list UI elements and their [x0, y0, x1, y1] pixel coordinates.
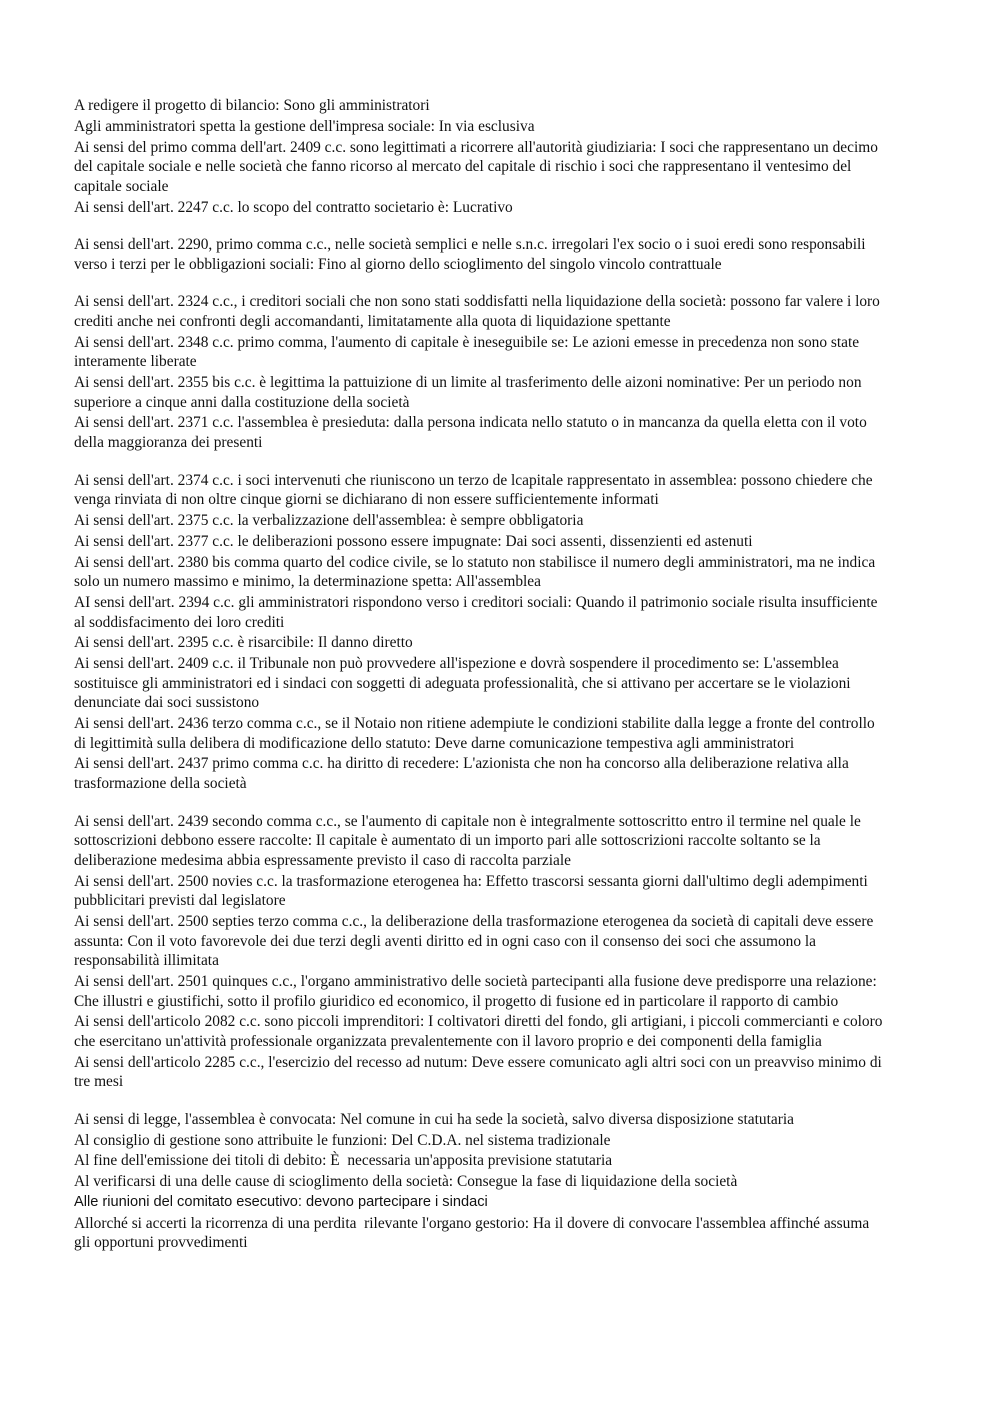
question-text: Ai sensi dell'art. 2380 bis comma quarto del codice civile, se lo statuto non stabilisce il numero degli amministratori, ma ne indica solo un numero massimo e minimo, la determinazione spetta:	[74, 553, 880, 591]
answer-text: Deve essere comunicato agli altri soci con un preavviso minimo di tre mesi	[74, 1053, 886, 1091]
answer-text: L'assemblea sostituisce gli amministratori ed i sindaci con soggetti di adeguata professionalità, che si attivano per accertare se le violazioni denunciate dai soci sussistono	[74, 655, 855, 712]
qa-entry	[74, 511, 888, 531]
qa-entry	[74, 812, 888, 871]
answer-text: devono partecipare i sindaci	[306, 1194, 488, 1210]
qa-entry	[74, 373, 888, 412]
answer-text: I coltivatori diretti del fondo, gli artigiani, i piccoli commercianti e coloro che esercitano un'attività professionale organizzata prevalentemente con il lavoro proprio e dei componenti della famiglia	[74, 1013, 887, 1050]
question-text: Ai sensi dell'art. 2500 novies c.c. la trasformazione eterogenea ha:	[74, 872, 482, 890]
answer-text: In via esclusiva	[438, 117, 535, 135]
question-text: Ai sensi del primo comma dell'art. 2409 c.c. sono legittimati a ricorrere all'autorità giudiziaria:	[74, 138, 657, 156]
qa-entry	[74, 292, 888, 331]
answer-text: I soci che rappresentano un decimo del capitale sociale e nelle società che fanno ricorso al mercato del capitale di rischio i soci che rappresentano il ventesimo del capitale sociale	[74, 138, 882, 195]
question-text: Ai sensi dell'art. 2436 terzo comma c.c., se il Notaio non ritiene adempiute le condizioni stabilite dalla legge a fronte del controllo di legittimità sulla delibera di modificazione dello statuto:	[74, 715, 879, 752]
answer-text: dalla persona indicata nello statuto o in mancanza da quella eletta con il voto della maggioranza dei presenti	[74, 414, 871, 452]
qa-entry	[74, 96, 888, 116]
question-text: Ai sensi dell'art. 2371 c.c. l'assemblea è presieduta:	[74, 414, 390, 432]
question-text: Ai sensi dell'art. 2500 septies terzo comma c.c., la deliberazione della trasformazione eterogenea da società di capitali deve essere assunta:	[74, 912, 878, 950]
qa-entry	[74, 471, 888, 510]
answer-text: Le azioni emesse in precedenza non sono state interamente liberate	[74, 333, 863, 371]
question-text: Ai sensi dell'art. 2375 c.c. la verbalizzazione dell'assemblea:	[74, 512, 447, 529]
question-text: Ai sensi dell'art. 2377 c.c. le deliberazioni possono essere impugnate:	[74, 532, 502, 550]
answer-text: Effetto trascorsi sessanta giorni dall'ultimo degli adempimenti pubblicitari previsti dal legislatore	[74, 872, 872, 910]
answer-text: Nel comune in cui ha sede la società, salvo diversa disposizione statutaria	[340, 1110, 794, 1128]
question-text: Ai sensi dell'art. 2348 c.c. primo comma, l'aumento di capitale è ineseguibile se:	[74, 333, 569, 351]
answer-text: Quando il patrimonio sociale risulta insufficiente al soddisfacimento dei loro crediti	[74, 593, 882, 631]
answer-text: è sempre obbligatoria	[450, 512, 584, 529]
answer-text: possono chiedere che venga rinviata di non oltre cinque giorni se dichiarano di non essere sufficientemente informati	[74, 471, 877, 509]
qa-entry	[74, 1172, 888, 1192]
answer-text: All'assemblea	[455, 573, 541, 591]
answer-text: Che illustri e giustifichi, sotto il profilo giuridico ed economico, il progetto di fusione ed in particolare il rapporto di cambio	[74, 992, 839, 1010]
question-text: Ai sensi dell'art. 2439 secondo comma c.c., se l'aumento di capitale non è integralmente sottoscritto entro il termine nel quale le sottoscrizioni debbono essere raccolte:	[74, 812, 865, 850]
question-text: Al consiglio di gestione sono attribuite le funzioni:	[74, 1131, 388, 1149]
qa-entry	[74, 1131, 888, 1151]
question-text: Ai sensi dell'art. 2409 c.c. il Tribunale non può provvedere all'ispezione e dovrà sospendere il procedimento se:	[74, 655, 760, 673]
qa-entry	[74, 198, 888, 218]
qa-entry	[74, 138, 888, 197]
qa-entry	[74, 754, 888, 793]
question-text: Ai sensi dell'articolo 2082 c.c. sono piccoli imprenditori:	[74, 1013, 425, 1031]
qa-entry	[74, 413, 888, 452]
answer-text: Lucrativo	[452, 198, 513, 216]
qa-entry	[74, 714, 888, 753]
answer-text: Ha il dovere di convocare l'assemblea affinché assuma gli opportuni provvedimenti	[74, 1214, 874, 1252]
qa-entry	[74, 235, 888, 274]
question-text: Alle riunioni del comitato esecutivo:	[74, 1194, 302, 1210]
answer-text: Per un periodo non superiore a cinque anni dalla costituzione della società	[74, 374, 866, 411]
answer-text: Il danno diretto	[317, 634, 413, 652]
question-text: Ai sensi dell'art. 2247 c.c. lo scopo del contratto societario è:	[74, 198, 450, 216]
question-text: Ai sensi di legge, l'assemblea è convocata:	[74, 1110, 337, 1128]
question-text: AI sensi dell'art. 2394 c.c. gli amministratori rispondono verso i creditori sociali:	[74, 593, 572, 611]
qa-entry	[74, 117, 888, 137]
qa-entry	[74, 1214, 888, 1253]
qa-entry	[74, 654, 888, 713]
question-text: Agli amministratori spetta la gestione dell'impresa sociale:	[74, 117, 435, 135]
answer-text: È necessaria un'apposita previsione statutaria	[330, 1152, 613, 1170]
question-text: Ai sensi dell'art. 2290, primo comma c.c., nelle società semplici e nelle s.n.c. irregolari l'ex socio o i suoi eredi sono responsabili verso i terzi per le obbligazioni sociali:	[74, 236, 870, 273]
qa-entry	[74, 532, 888, 552]
qa-entry	[74, 1110, 888, 1130]
qa-entry	[74, 633, 888, 653]
document-page	[74, 96, 888, 1254]
answer-text: Con il voto favorevole dei due terzi degli aventi diritto ed in ogni caso con il consenso dei soci che assumono la responsabilità illimitata	[74, 932, 820, 970]
answer-text: Consegue la fase di liquidazione della società	[456, 1173, 738, 1191]
question-text: Ai sensi dell'art. 2324 c.c., i creditori sociali che non sono stati soddisfatti nella liquidazione della società:	[74, 293, 727, 311]
answer-text: Deve darne comunicazione tempestiva agli amministratori	[434, 734, 795, 752]
answer-text: Il capitale è aumentato di un importo pari alle sottoscrizioni raccolte soltanto se la deliberazione medesima abbia espressamente previsto il caso di raccolta parziale	[74, 832, 825, 869]
qa-entry	[74, 972, 888, 1011]
answer-text: Del C.D.A. nel sistema tradizionale	[391, 1131, 611, 1149]
qa-entry	[74, 553, 888, 592]
qa-entry	[74, 1053, 888, 1092]
qa-entry	[74, 1193, 888, 1213]
question-text: Ai sensi dell'art. 2355 bis c.c. è legittima la pattuizione di un limite al trasferimento delle aizoni nominative:	[74, 374, 741, 392]
question-text: Ai sensi dell'art. 2437 primo comma c.c. ha diritto di recedere:	[74, 755, 460, 773]
question-text: Al fine dell'emissione dei titoli di debito:	[74, 1152, 327, 1170]
qa-entry	[74, 593, 888, 632]
question-text: Allorché si accerti la ricorrenza di una perdita rilevante l'organo gestorio:	[74, 1214, 530, 1232]
qa-entry	[74, 333, 888, 372]
question-text: Ai sensi dell'art. 2501 quinques c.c., l'organo amministrativo delle società partecipanti alla fusione deve predisporre una relazione:	[74, 972, 877, 990]
question-text: Ai sensi dell'articolo 2285 c.c., l'esercizio del recesso ad nutum:	[74, 1053, 468, 1071]
answer-text: Dai soci assenti, dissenzienti ed astenuti	[505, 532, 753, 550]
question-text: Ai sensi dell'art. 2374 c.c. i soci intervenuti che riuniscono un terzo de lcapitale rappresentato in assemblea:	[74, 471, 738, 489]
qa-entry	[74, 1151, 888, 1171]
answer-text: possono far valere i loro crediti anche nei confronti degli accomandanti, limitatamente alla quota di liquidazione spettante	[74, 293, 884, 330]
qa-entry	[74, 912, 888, 971]
answer-text: Sono gli amministratori	[283, 97, 430, 114]
question-text: A redigere il progetto di bilancio:	[74, 97, 280, 114]
qa-entry	[74, 1012, 888, 1051]
answer-text: Fino al giorno dello scioglimento del singolo vincolo contrattuale	[318, 255, 722, 273]
question-text: Al verificarsi di una delle cause di scioglimento della società:	[74, 1173, 454, 1191]
answer-text: L'azionista che non ha concorso alla deliberazione relativa alla trasformazione della società	[74, 755, 853, 793]
question-text: Ai sensi dell'art. 2395 c.c. è risarcibile:	[74, 634, 314, 652]
qa-entry	[74, 872, 888, 911]
